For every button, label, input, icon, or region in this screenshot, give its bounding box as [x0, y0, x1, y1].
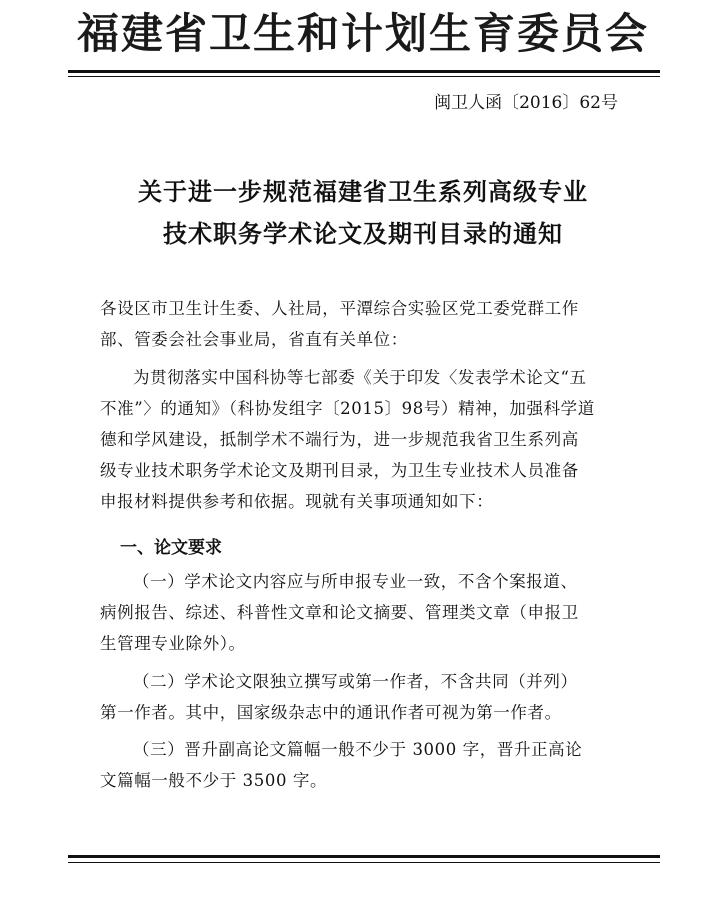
section-heading: 一、论文要求: [120, 538, 222, 558]
masthead-rule-thin: [68, 76, 660, 77]
item-1-line-3: 生管理专业除外）。: [100, 634, 246, 653]
item-2-line-2: 第一作者。其中，国家级杂志中的通讯作者可视为第一作者。: [100, 703, 562, 722]
item-1: [100, 566, 640, 659]
item-2: [100, 666, 640, 728]
addressee-line-1: 各设区市卫生计生委、人社局，平潭综合实验区党工委党群工作: [100, 299, 579, 318]
addressee: [100, 293, 640, 355]
masthead: 福建省卫生和计划生育委员会: [76, 9, 649, 58]
footer-rule-thick: [68, 855, 660, 858]
intro-line-2: 不准”〉的通知》（科协发组字〔2015〕98号）精神，加强科学道: [100, 399, 595, 418]
title-line-1: 关于进一步规范福建省卫生系列高级专业: [138, 177, 588, 206]
item-3-line-1: （三）晋升副高论文篇幅一般不少于 3000 字，晋升正高论: [133, 740, 583, 759]
intro-paragraph: [100, 362, 640, 517]
title-line-2: 技术职务学术论文及期刊目录的通知: [163, 219, 563, 248]
intro-line-3: 德和学风建设，抵制学术不端行为，进一步规范我省卫生系列高: [100, 430, 579, 449]
item-1-line-2: 病例报告、综述、科普性文章和论文摘要、管理类文章（申报卫: [100, 603, 579, 622]
intro-line-4: 级专业技术职务学术论文及期刊目录，为卫生专业技术人员准备: [100, 461, 579, 480]
item-3: [100, 734, 640, 796]
masthead-rule-thick: [68, 70, 660, 73]
addressee-line-2: 部、管委会社会事业局，省直有关单位：: [100, 330, 408, 349]
item-2-line-1: （二）学术论文限独立撰写或第一作者，不含共同（并列）: [133, 672, 578, 691]
intro-line-1: 为贯彻落实中国科协等七部委《关于印发〈发表学术论文“五: [133, 368, 587, 387]
footer-rule-thin: [68, 862, 660, 863]
item-3-line-2: 文篇幅一般不少于 3500 字。: [100, 771, 328, 790]
document-number: 闽卫人函〔2016〕62号: [434, 93, 618, 113]
intro-line-5: 申报材料提供参考和依据。现就有关事项通知如下：: [100, 492, 494, 511]
item-1-line-1: （一）学术论文内容应与所申报专业一致，不含个案报道、: [133, 572, 578, 591]
